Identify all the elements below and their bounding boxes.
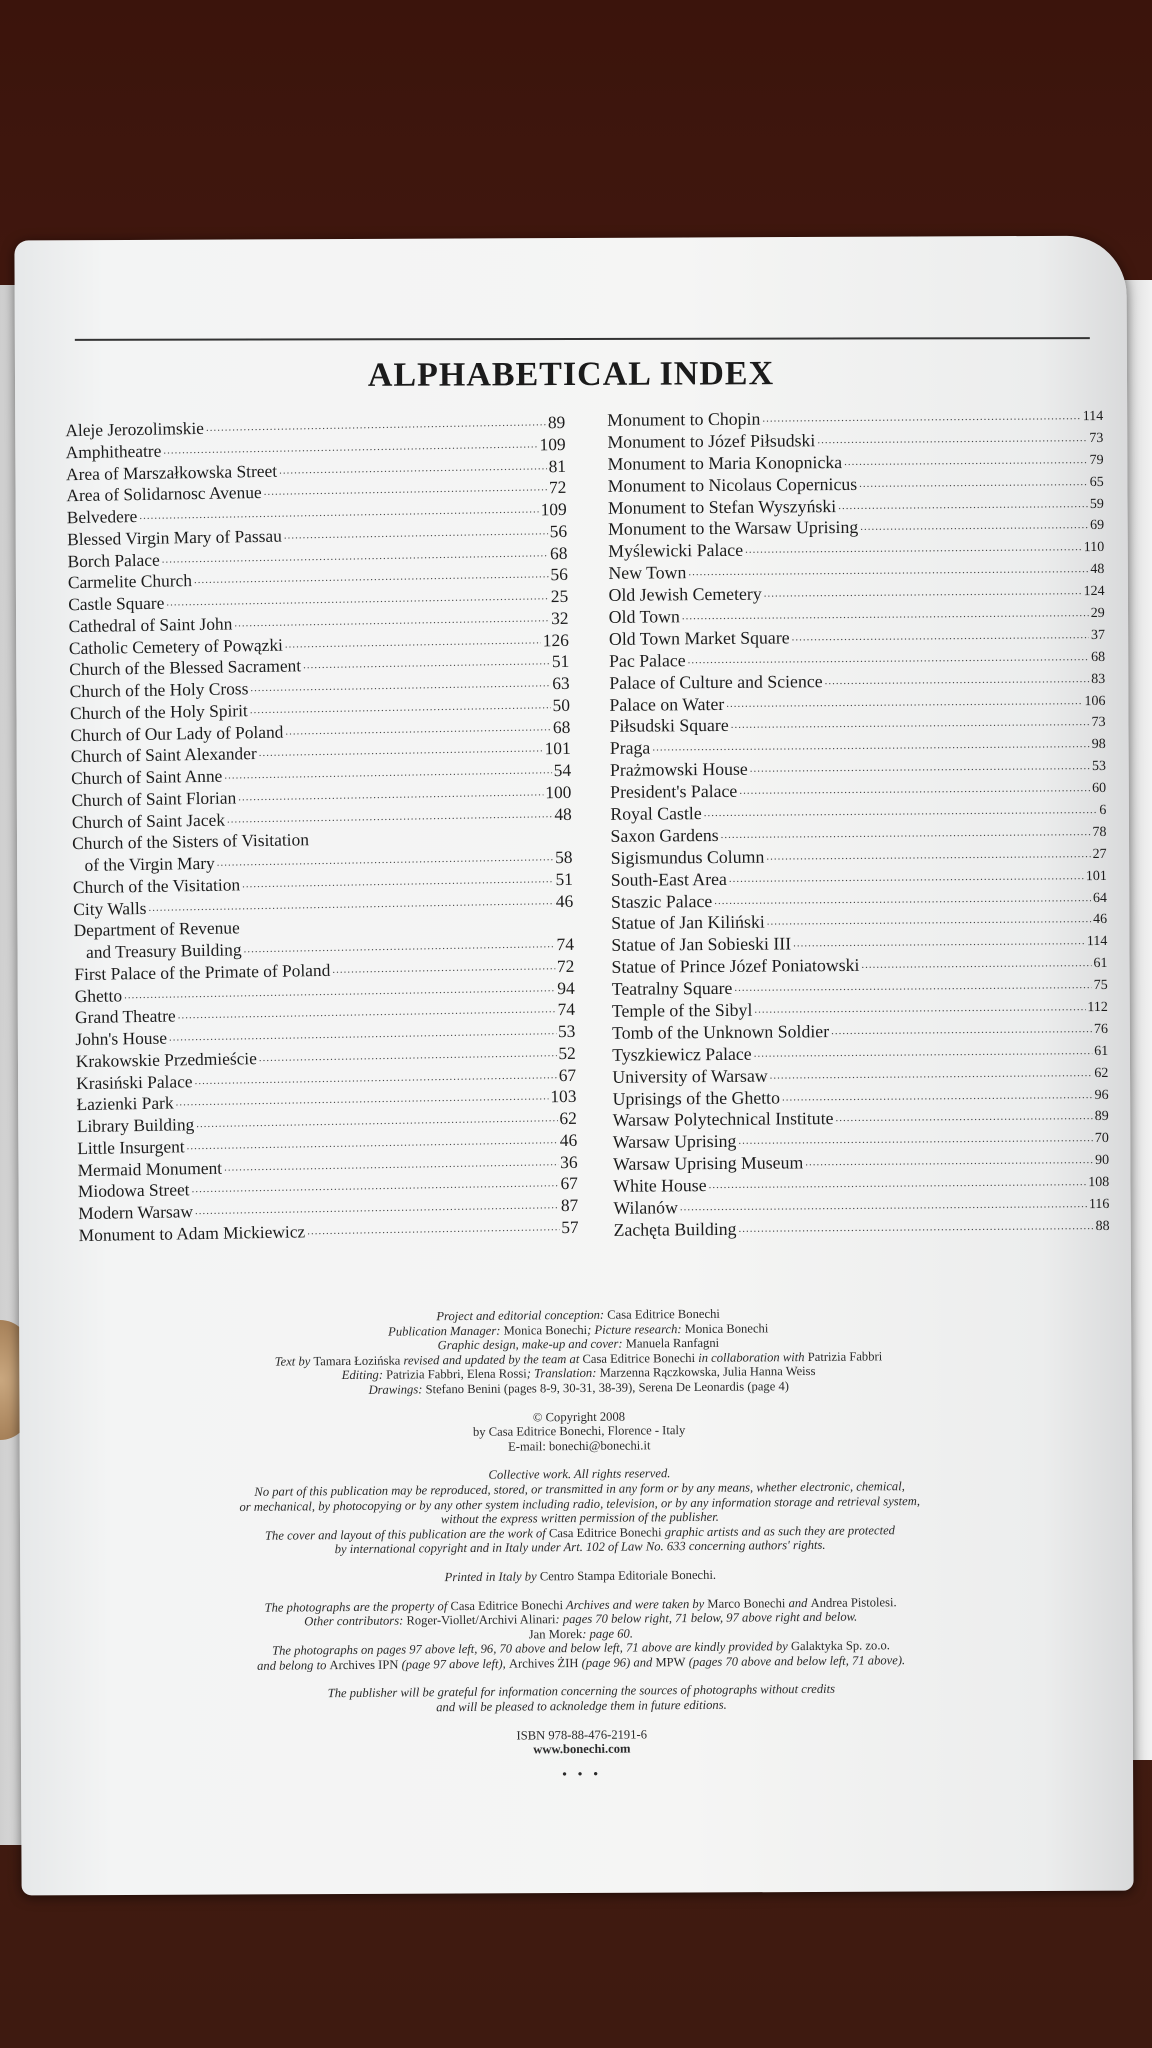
index-entry-name: Area of Solidarnosc Avenue <box>66 482 262 506</box>
index-entry-page: 46 <box>1093 912 1108 928</box>
dot-leader <box>792 625 1090 649</box>
index-entry-page: 100 <box>545 781 572 803</box>
index-entry-name: Catholic Cemetery of Powązki <box>68 634 284 658</box>
index-entry-page: 61 <box>1094 1043 1109 1059</box>
credits-text: (page 96) and <box>578 1655 656 1670</box>
index-entry-name: Statue of Jan Kiliński <box>611 912 765 934</box>
index-column-left <box>65 412 579 1247</box>
index-entry-page: 70 <box>1094 1131 1109 1147</box>
dot-leader <box>793 931 1085 955</box>
index-entry-page: 94 <box>557 977 575 998</box>
index-entry-name: Modern Warsaw <box>78 1201 194 1224</box>
index-entry <box>614 1216 1110 1242</box>
index-entry-page: 48 <box>1090 562 1105 578</box>
dot-leader <box>835 1107 1092 1131</box>
index-entry-name: Warsaw Polytechnical Institute <box>612 1108 834 1131</box>
dot-leader <box>745 537 1082 562</box>
index-entry-page: 109 <box>540 498 567 520</box>
index-entry-page: 63 <box>552 672 570 694</box>
index-entry-page: 116 <box>1088 1196 1110 1213</box>
isbn: ISBN 978-88-476-2191-6 <box>516 1727 648 1743</box>
dot-leader <box>726 691 1082 716</box>
index-entry-page: 65 <box>1089 474 1104 490</box>
index-entry-page: 108 <box>1088 1175 1110 1191</box>
credits-text: Monica Bonechi <box>684 1320 769 1336</box>
index-entry-page: 83 <box>1091 671 1106 687</box>
index-entry-page: 73 <box>1091 715 1106 731</box>
index-entry-name: Borch Palace <box>67 549 160 571</box>
index-entry-page: 124 <box>1083 584 1105 600</box>
index-entry-page: 46 <box>555 890 574 911</box>
credits-text: Patrizia Fabbri, Elena Rossi <box>386 1366 527 1383</box>
index-entry-name: Church of the Visitation <box>72 874 241 897</box>
index-entry-page: 62 <box>559 1107 577 1129</box>
dot-leader <box>731 713 1090 738</box>
index-entry-name: Belvedere <box>66 506 138 528</box>
index-entry-name: City Walls <box>73 897 147 919</box>
index-entry-name: Uprisings of the Ghetto <box>612 1087 781 1109</box>
credits-text: E-mail: bonechi@bonechi.it <box>507 1438 651 1454</box>
index-entry-page: 56 <box>549 520 568 541</box>
index-entry-page: 59 <box>1089 496 1104 512</box>
credits-text: Jan Morek <box>528 1626 583 1642</box>
index-entry-page: 27 <box>1092 846 1107 862</box>
credits-text: Graphic design, make-up and cover: <box>437 1336 626 1353</box>
dot-leader <box>859 472 1088 496</box>
index-entry-name: Statue of Jan Sobieski III <box>611 933 792 956</box>
dot-leader <box>307 1217 559 1243</box>
credits-text: and belong to <box>257 1658 330 1673</box>
index-entry-name: Amphitheatre <box>65 440 162 462</box>
dot-leader <box>754 1041 1093 1066</box>
dot-leader <box>762 406 1081 430</box>
index-entry-name: Miodowa Street <box>77 1179 190 1202</box>
header-rule <box>75 337 1090 341</box>
index-entry-name: Monument to Józef Piłsudski <box>607 430 816 452</box>
credits-text: Tamara Łozińska <box>313 1353 401 1369</box>
index-entry-name: Piłsudski Square <box>609 715 729 737</box>
dot-leader <box>688 559 1088 584</box>
index-entry-name: Mermaid Monument <box>77 1157 223 1180</box>
credits-text: No part of this publication may be reproduced, stored, or transmitted in any form or by any means, whether electronic, chemical, <box>254 1479 905 1499</box>
index-entry-name: Church of Saint Florian <box>71 787 237 810</box>
index-entry-name: Church of Our Lady of Poland <box>70 721 284 745</box>
index-entry-name: Prażmowski House <box>609 758 748 781</box>
index-entry-page: 126 <box>542 629 570 650</box>
dot-leader <box>824 669 1089 693</box>
index-entry-page: 88 <box>1095 1218 1110 1234</box>
index-entry-page: 103 <box>550 1086 577 1107</box>
credits-text: or mechanical, by photocopying or by any other system including radio, television, or by any information storage and retrieval system, <box>239 1493 921 1514</box>
dot-leader <box>805 1150 1093 1174</box>
credits-rights <box>139 1463 1020 1558</box>
index-entry-name: Warsaw Uprising <box>612 1131 737 1153</box>
credits-text: without the express written permission of the publisher. <box>440 1509 719 1527</box>
credits-text: The cover and layout of this publication are the work of <box>264 1525 549 1543</box>
credits-text: revised and updated by the team at <box>400 1351 583 1368</box>
credits-text: graphic artists and as such they are protected <box>661 1522 896 1539</box>
credits-text: Casa Editrice Bonechi <box>582 1350 696 1366</box>
credits-text: Manuela Ranfagni <box>625 1335 720 1351</box>
index-entry-name: Aleje Jerozolimskie <box>65 417 205 441</box>
index-column-right <box>607 406 1110 1242</box>
index-entry-name: Sigismundus Column <box>610 846 765 868</box>
index-entry-name: Palace of Culture and Science <box>609 670 823 693</box>
credits-text: Andrea Pistolesi. <box>810 1594 897 1610</box>
index-entry-page: 81 <box>548 455 567 476</box>
dot-leader <box>838 494 1088 518</box>
index-entry-page: 106 <box>1084 693 1106 709</box>
index-entry-continuation: and Treasury Building <box>85 939 242 962</box>
index-entry-name: Krasiński Palace <box>75 1070 193 1093</box>
index-entry-name: Church of the Sisters of Visitation <box>72 829 310 854</box>
index-entry-page: 87 <box>560 1194 579 1216</box>
index-entry-name: Old Town <box>608 606 680 627</box>
dot-leader <box>844 450 1088 474</box>
index-entry-name: Carmelite Church <box>67 570 193 593</box>
dot-leader <box>770 1063 1093 1087</box>
index-entry-page: 51 <box>551 651 570 672</box>
index-entry-page: 52 <box>558 1042 576 1063</box>
index-entry-page: 60 <box>1092 781 1107 797</box>
index-entry-page: 79 <box>1089 452 1104 468</box>
index-entry-name: Palace on Water <box>609 693 725 715</box>
index-entry-page: 114 <box>1086 934 1108 950</box>
index-entry-page: 46 <box>559 1129 578 1150</box>
index-entry-page: 58 <box>554 846 573 868</box>
dot-leader <box>782 1085 1093 1109</box>
index-entry-page: 74 <box>556 933 575 955</box>
index-entry-name: Area of Marszałkowska Street <box>65 460 278 484</box>
index-entry-name: Myślewicki Palace <box>608 540 744 562</box>
index-entry-name: University of Warsaw <box>612 1065 768 1087</box>
index-entry-name: Church of Saint Anne <box>70 765 223 789</box>
credits-editorial <box>138 1304 1019 1399</box>
credits-text: Printed in Italy by <box>444 1569 540 1585</box>
credits-text: (page 97 above left), <box>398 1656 509 1672</box>
website-link[interactable]: www.bonechi.com <box>533 1741 631 1757</box>
index-entry-page: 67 <box>558 1064 577 1085</box>
index-entry-page: 73 <box>1089 430 1104 446</box>
index-entry-page: 36 <box>559 1151 578 1172</box>
index-entry-name: Cathedral of Saint John <box>68 613 233 636</box>
index-entry-page: 89 <box>1094 1109 1109 1125</box>
credits-text: © Copyright 2008 <box>532 1409 626 1424</box>
index-entry-page: 74 <box>557 999 576 1020</box>
index-entry-page: 48 <box>554 803 572 824</box>
dot-leader <box>729 866 1084 891</box>
index-entry-name: Royal Castle <box>610 803 702 824</box>
index-entry-page: 75 <box>1093 978 1108 994</box>
index-entry-page: 61 <box>1093 956 1108 972</box>
index-entry-name: Monument to Adam Mickiewicz <box>78 1221 306 1245</box>
index-entry-page: 76 <box>1093 1021 1109 1037</box>
index-entry-name: Castle Square <box>68 592 165 615</box>
index-entry-name: White House <box>613 1175 707 1196</box>
index-entry-name: John's House <box>75 1027 168 1050</box>
index-entry-name: South-East Area <box>610 868 727 890</box>
dot-leader <box>734 975 1091 1000</box>
index-entry-name: Saxon Gardens <box>610 824 719 846</box>
dot-leader <box>739 778 1090 803</box>
index-entry-name: Łazienki Park <box>76 1092 174 1115</box>
index-entry-page: 112 <box>1087 999 1108 1016</box>
index-entry-page: 25 <box>550 585 569 607</box>
index-entry-page: 56 <box>550 564 568 585</box>
credits-text: : pages 70 below right, 71 below, 97 above right and below. <box>555 1609 858 1627</box>
index-entry-name: Staszic Palace <box>610 890 713 912</box>
index-entry-name: Monument to the Warsaw Uprising <box>607 517 859 540</box>
index-entry-name: President's Palace <box>610 780 738 802</box>
dot-leader <box>738 1216 1093 1241</box>
credits-text: Galaktyka Sp. zo.o. <box>790 1638 890 1654</box>
credits-text: Casa Editrice Bonechi <box>450 1597 564 1613</box>
credits-text: Publication Manager: <box>388 1323 504 1339</box>
credits-text: Stefano Benini (pages 8-9, 30-31, 38-39), Serena De Leonardis (page 4) <box>425 1379 789 1397</box>
index-entry-name: Church of Saint Jacek <box>71 809 226 832</box>
credits-text: Marzenna Rączkowska, Julia Hanna Weiss <box>599 1364 816 1381</box>
credits-text: ; Translation: <box>526 1366 600 1381</box>
index-entry-name: First Palace of the Primate of Poland <box>74 959 331 984</box>
dot-leader <box>738 1128 1093 1153</box>
index-entry-page: 64 <box>1092 890 1108 906</box>
index-entry-name: Library Building <box>76 1114 195 1137</box>
index-entry-name: Praga <box>609 737 651 759</box>
dot-leader <box>750 756 1090 781</box>
index-entry-continuation: of the Virgin Mary <box>84 852 215 875</box>
credits-text: Roger-Viollet/Archivi Alinari <box>406 1612 556 1628</box>
index-entry-page: 72 <box>548 477 567 498</box>
credits-text: The publisher will be grateful for information concerning the sources of photographs without credits <box>327 1682 836 1701</box>
index-entry-name: Tyszkiewicz Palace <box>612 1043 752 1065</box>
credits-text: Other contributors: <box>304 1613 407 1629</box>
credits-text: Centro Stampa Editoriale Bonechi. <box>539 1567 717 1584</box>
index-entry-page: 101 <box>1085 868 1107 884</box>
index-entry-page: 53 <box>557 1020 576 1042</box>
index-entry-name: Temple of the Sibyl <box>611 999 753 1021</box>
credits-text: Archives IPN <box>329 1657 399 1673</box>
dot-leader <box>708 1172 1086 1197</box>
credits-text: Text by <box>274 1354 314 1369</box>
index-entry-name: Monument to Chopin <box>607 408 761 430</box>
index-entry-page: 50 <box>552 694 571 715</box>
index-entry-name: Church of Saint Alexander <box>70 743 257 767</box>
credits-block <box>138 1304 1022 1785</box>
credits-text: Project and editorial conception: <box>436 1307 608 1324</box>
index-entry-page: 51 <box>555 868 574 889</box>
dot-leader <box>721 822 1091 847</box>
dot-leader <box>704 800 1098 825</box>
credits-text: in collaboration with <box>694 1349 808 1365</box>
credits-text: and will be pleased to acknoledge them in future editions. <box>436 1697 727 1715</box>
index-entry-name: Little Insurgent <box>77 1136 185 1158</box>
credits-text: Casa Editrice Bonechi <box>548 1524 662 1540</box>
dot-leader <box>860 516 1088 540</box>
index-entry-name: Blessed Virgin Mary of Passau <box>66 525 283 549</box>
index-entry-name: Department of Revenue <box>73 917 240 941</box>
index-entry-name: Monument to Maria Konopnicka <box>607 451 843 474</box>
index-entry-page: 101 <box>544 738 571 759</box>
credits-photographs <box>141 1594 1022 1675</box>
credits-text: Archives ŻIH <box>508 1655 579 1671</box>
index-entry-name: Monument to Nicolaus Copernicus <box>607 473 858 496</box>
credits-text: MPW <box>655 1654 686 1670</box>
index-entry-name: Krakowskie Przedmieście <box>75 1047 258 1071</box>
credits-text: : page 60. <box>582 1626 634 1641</box>
index-entry-name: Church of the Blessed Sacrament <box>69 655 302 680</box>
index-entry-name: Warsaw Uprising Museum <box>612 1152 804 1175</box>
credits-text: (pages 70 above and below left, 71 above). <box>685 1653 906 1669</box>
credits-text: Archives and were taken by <box>563 1596 708 1612</box>
credits-text: Monica Bonechi <box>503 1322 588 1338</box>
dot-leader <box>764 581 1082 605</box>
dot-leader <box>688 647 1090 672</box>
credits-text: Drawings: <box>368 1382 426 1397</box>
dot-leader <box>680 1194 1087 1219</box>
index-entry-page: 62 <box>1094 1065 1109 1081</box>
credits-text: Editing: <box>341 1368 387 1383</box>
index-entry-name: Statue of Prince Józef Poniatowski <box>611 955 860 978</box>
index-entry-name: Old Jewish Cemetery <box>608 583 762 605</box>
index-entry-name: Church of the Holy Cross <box>69 678 249 702</box>
index-entry-page: 109 <box>539 433 566 455</box>
index-entry-name: Church of the Holy Spirit <box>69 699 248 723</box>
dot-leader <box>767 910 1092 934</box>
credits-text: ; Picture research: <box>587 1321 685 1337</box>
dot-leader <box>754 997 1085 1022</box>
dot-leader <box>682 603 1089 628</box>
index-entry-name: Tomb of the Unknown Soldier <box>611 1021 830 1043</box>
credits-text: The photographs on pages 97 above left, 96, 70 above and below left, 71 above are kindly provided by <box>272 1639 791 1658</box>
index-entry-name: Wilanów <box>613 1197 678 1218</box>
index-entry-page: 67 <box>560 1173 579 1194</box>
credits-text: Casa Editrice Bonechi <box>607 1306 720 1322</box>
index-entry-name: Old Town Market Square <box>608 627 790 649</box>
index-entry-page: 29 <box>1090 605 1105 622</box>
index-entry-page: 78 <box>1092 824 1107 840</box>
index-entry-page: 6 <box>1099 802 1107 819</box>
index-entry-name: New Town <box>608 562 687 584</box>
index-entry-name: Teatralny Square <box>611 978 733 999</box>
credits-text: Collective work. All rights reserved. <box>488 1466 671 1483</box>
credits-text: Marco Bonechi <box>707 1595 786 1611</box>
dot-leader <box>831 1019 1092 1043</box>
index-entry-page: 89 <box>547 411 566 433</box>
index-entry-page: 72 <box>556 955 575 976</box>
dot-leader <box>817 428 1087 452</box>
index-entry-name: Pac Palace <box>609 650 686 671</box>
index-entry-page: 54 <box>553 759 572 781</box>
credits-copyright <box>139 1406 1019 1457</box>
index-entry-page: 57 <box>561 1216 579 1237</box>
page-title: ALPHABETICAL INDEX <box>367 355 775 394</box>
index-entry-name: Monument to Stefan Wyszyński <box>607 495 837 518</box>
credits-text: Patrizia Fabbri <box>807 1349 883 1364</box>
book-page <box>14 236 1133 1896</box>
index-entry-page: 96 <box>1094 1087 1109 1103</box>
index-entry-name: Zachęta Building <box>613 1218 737 1240</box>
index-entry-page: 68 <box>549 542 568 563</box>
credits-text: and <box>785 1595 811 1610</box>
index-entry-page: 90 <box>1094 1153 1110 1169</box>
index-entry-page: 32 <box>550 607 569 628</box>
credits-text: The photographs are the property of <box>264 1598 451 1615</box>
dot-leader <box>766 844 1091 868</box>
index-entry-page: 114 <box>1082 408 1104 425</box>
index-entry-page: 37 <box>1090 627 1105 643</box>
dot-leader <box>714 888 1091 913</box>
index-entry-page: 68 <box>1091 649 1106 665</box>
index-entry-page: 98 <box>1091 737 1106 753</box>
index-entry-page: 110 <box>1083 540 1105 556</box>
credits-text: by international copyright and in Italy under Art. 102 of Law No. 633 concerning authors' rights. <box>334 1538 826 1557</box>
index-entry-name: Grand Theatre <box>74 1005 176 1028</box>
index-entry-page: 68 <box>552 716 571 737</box>
ellipsis-mark: • • • <box>562 1766 602 1781</box>
index-entry-page: 69 <box>1090 518 1105 534</box>
credits-text: by Casa Editrice Bonechi, Florence - Italy <box>472 1423 686 1440</box>
dot-leader <box>861 953 1091 977</box>
index-entry-name: Ghetto <box>74 984 123 1006</box>
index-entry-page: 53 <box>1091 759 1107 775</box>
